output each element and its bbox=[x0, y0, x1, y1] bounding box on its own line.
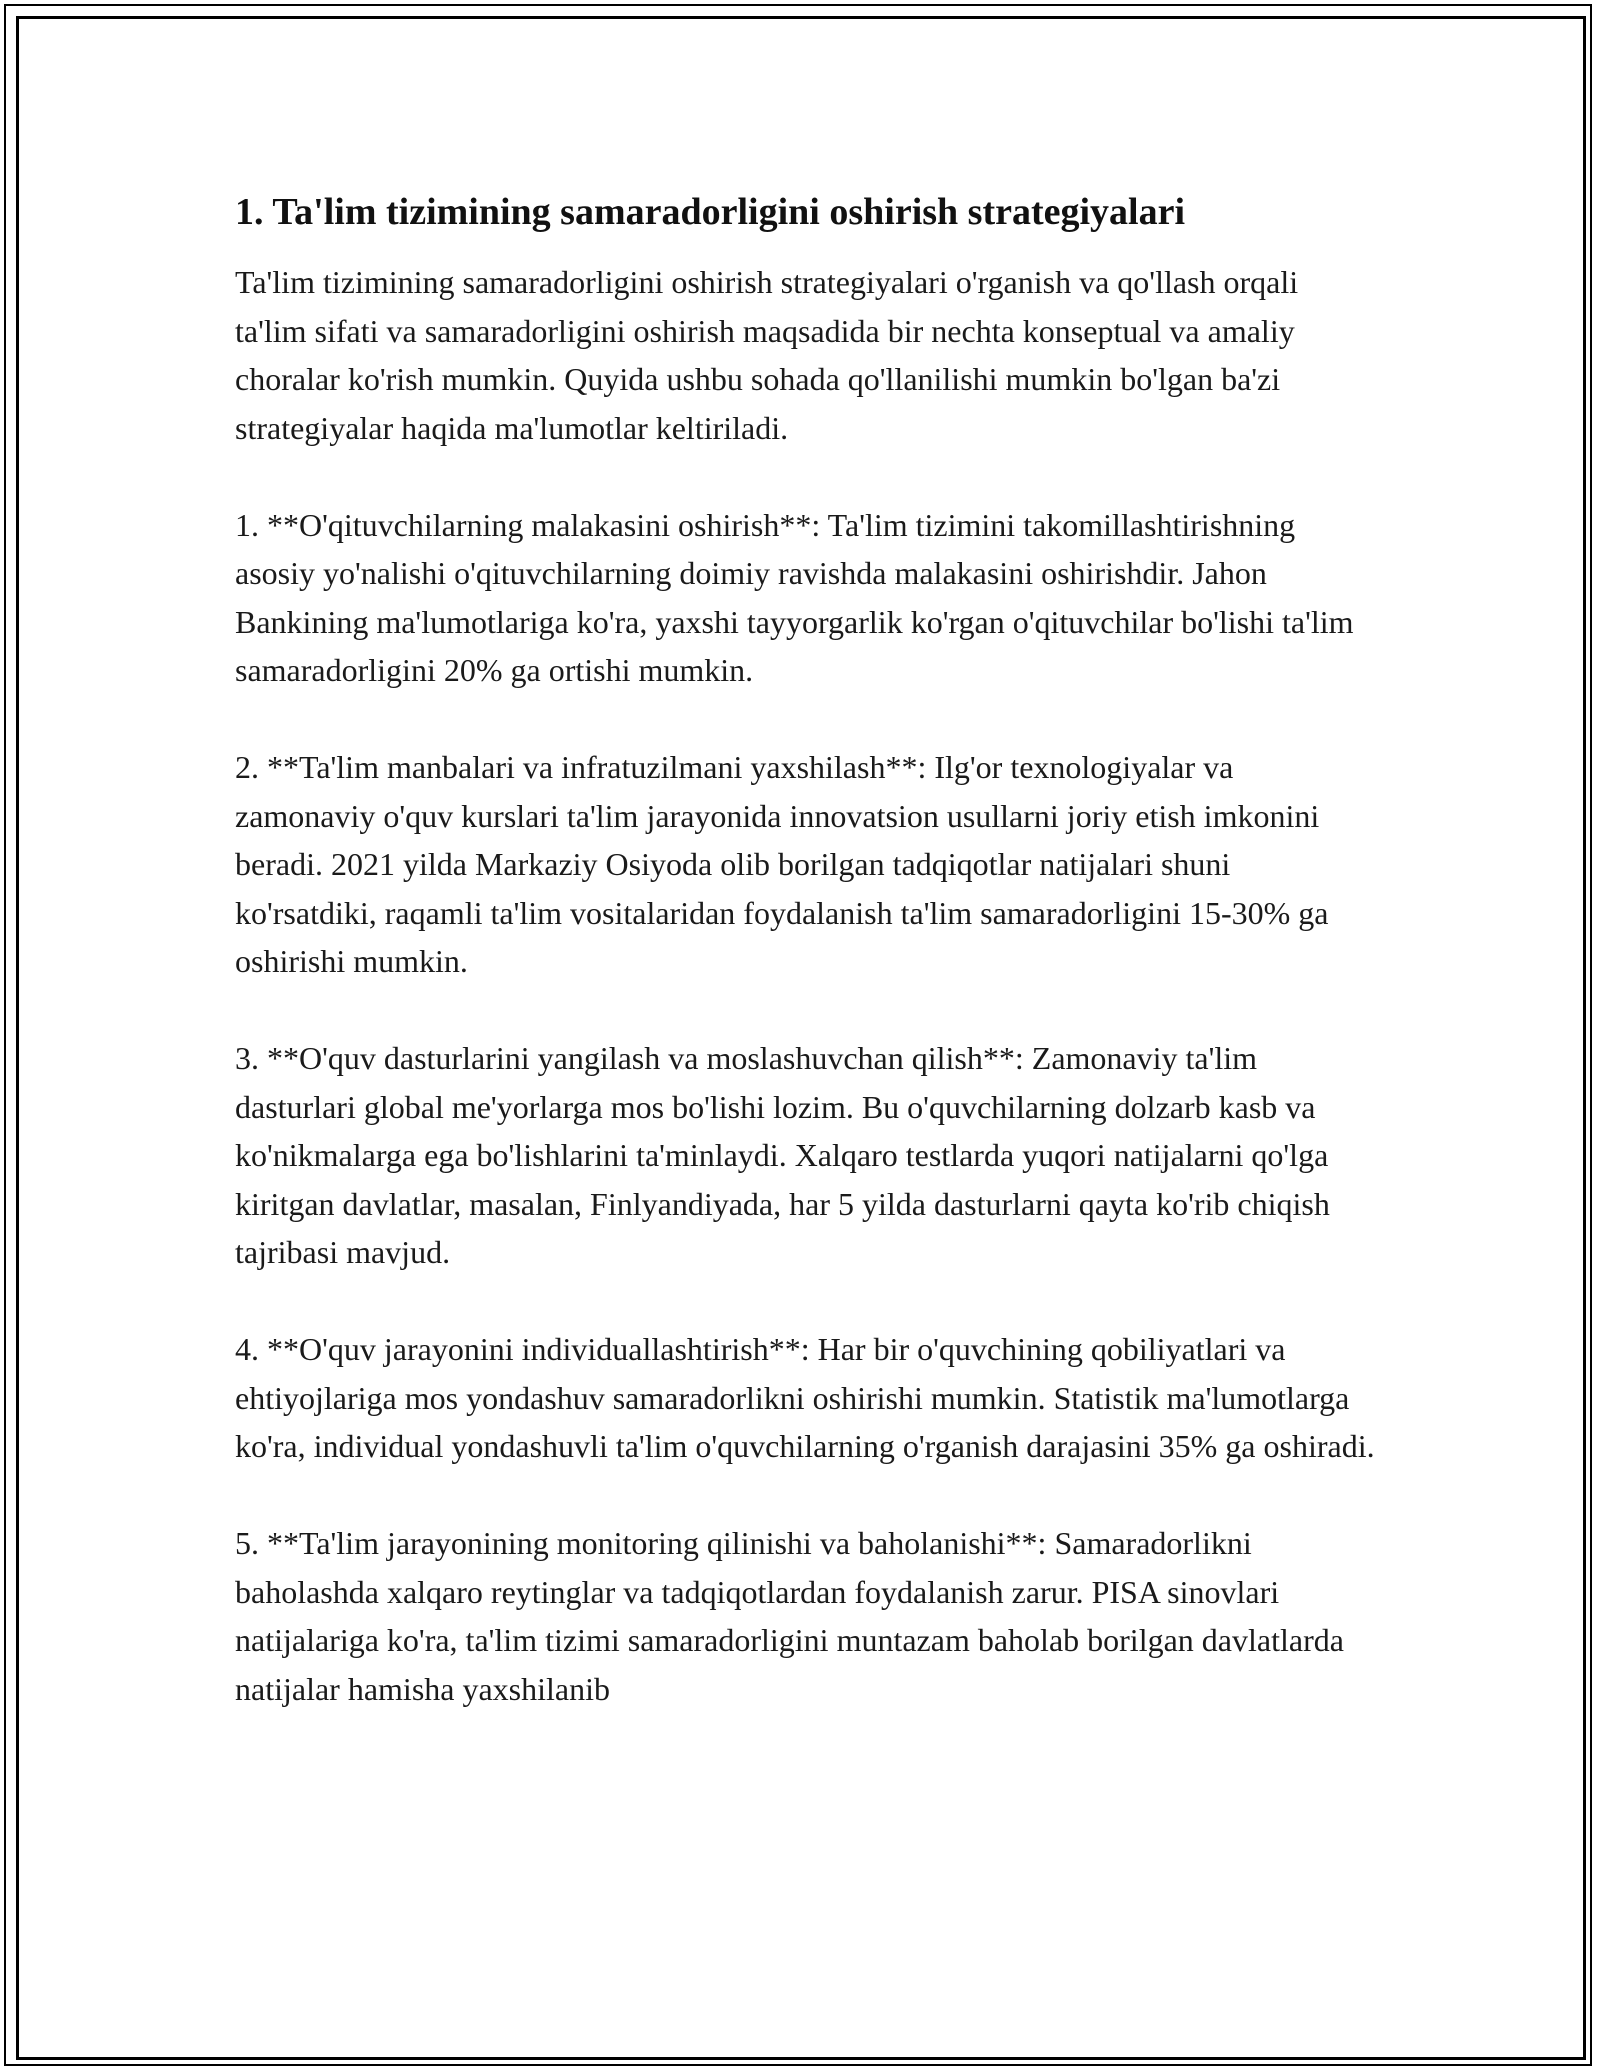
paragraph-intro: Ta'lim tizimining samaradorligini oshirish strategiyalari o'rganish va qo'llash orqali ta'lim sifati va samaradorligini oshirish maqsadida bir nechta konseptual va amaliy choralar ko'rish mumkin. Quyida ushbu sohada qo'llanilishi mumkin bo'lgan ba'zi strategiyalar haqida ma'lumotlar keltiriladi. bbox=[235, 264, 1299, 446]
paragraph-item-1: 1. **O'qituvchilarning malakasini oshirish**: Ta'lim tizimini takomillashtirishning asosiy yo'nalishi o'qituvchilarning doimiy ravishda malakasini oshirishdir. Jahon Bankining ma'lumotlariga ko'ra, yaxshi tayyorgarlik ko'rgan o'qituvchilar bo'lishi ta'lim samaradorligini 20% ga ortishi mumkin. bbox=[235, 506, 1354, 688]
document-title: 1. Ta'lim tizimining samaradorligini oshirish strategiyalari bbox=[235, 191, 1186, 233]
paragraph-item-2: 2. **Ta'lim manbalari va infratuzilmani yaxshilash**: Ilg'or texnologiyalar va zamonaviy o'quv kurslari ta'lim jarayonida innovatsion usullarni joriy etish imkonini beradi. 2021 yilda Markaziy Osiyoda olib borilgan tadqiqotlar natijalari shuni ko'rsatdiki, raqamli ta'lim vositalaridan foydalanish ta'lim samaradorligini 15-30% ga oshirishi mumkin. bbox=[235, 749, 1329, 979]
paragraph-item-5: 5. **Ta'lim jarayonining monitoring qilinishi va baholanishi**: Samaradorlikni baholashda xalqaro reytinglar va tadqiqotlardan foydalanish zarur. PISA sinovlari natijalariga ko'ra, ta'lim tizimi samaradorligini muntazam baholab borilgan davlatlarda natijalar hamisha yaxshilanib bbox=[235, 1525, 1344, 1707]
document-body bbox=[235, 188, 1375, 1762]
paragraph-item-4: 4. **O'quv jarayonini individuallashtirish**: Har bir o'quvchining qobiliyatlari va ehtiyojlariga mos yondashuv samaradorlikni oshirishi mumkin. Statistik ma'lumotlarga ko'ra, individual yondashuvli ta'lim o'quvchilarning o'rganish darajasini 35% ga oshiradi. bbox=[235, 1331, 1375, 1464]
paragraph-item-3: 3. **O'quv dasturlarini yangilash va moslashuvchan qilish**: Zamonaviy ta'lim dasturlari global me'yorlarga mos bo'lishi lozim. Bu o'quvchilarning dolzarb kasb va ko'nikmalarga ega bo'lishlarini ta'minlaydi. Xalqaro testlarda yuqori natijalarni qo'lga kiritgan davlatlar, masalan, Finlyandiyada, har 5 yilda dasturlarni qayta ko'rib chiqish tajribasi mavjud. bbox=[235, 1040, 1330, 1270]
